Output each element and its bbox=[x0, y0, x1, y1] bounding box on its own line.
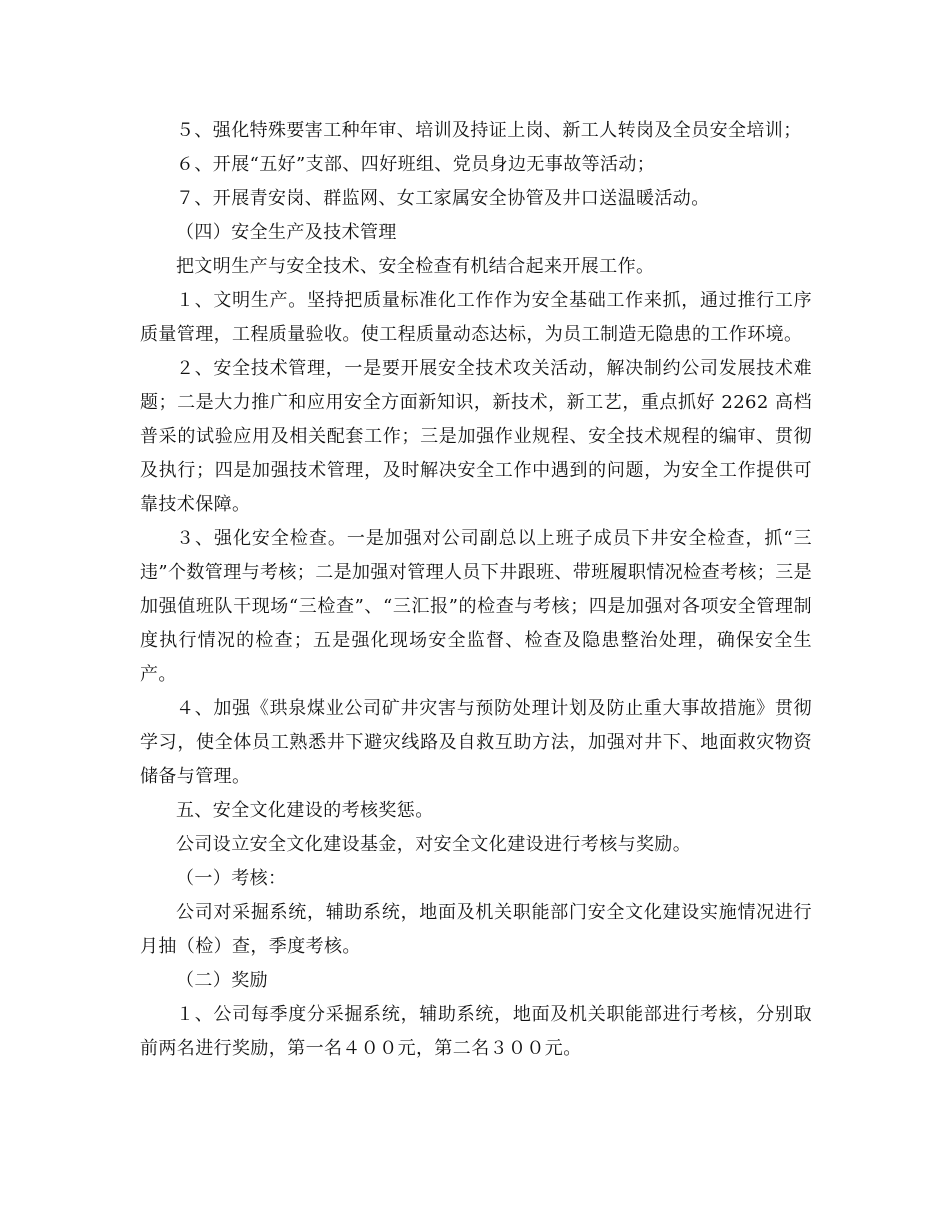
paragraph-item-4-disaster-prevention: ４、加强《珙泉煤业公司矿井灾害与预防处理计划及防止重大事故措施》贯彻学习，使全体员工熟悉井下避灾线路及自救互助方法，加强对井下、地面救灾物资储备与管理。 bbox=[140, 698, 812, 787]
paragraph-rewards-detail: １、公司每季度分采掘系统，辅助系统，地面及机关职能部进行考核，分别取前两名进行奖励，第一名４００元，第二名３００元。 bbox=[140, 1004, 812, 1059]
paragraph-item-3-safety-inspection: ３、强化安全检查。一是加强对公司副总以上班子成员下井安全检查，抓“三违”个数管理与考核；二是加强对管理人员下井跟班、带班履职情况检查考核；三是加强值班队干现场“三检查”、“三汇报”的检查与考核；四是加强对各项安全管理制度执行情况的检查；五是强化现场安全监督、检查及隐患整治处理，确保安全生产。 bbox=[140, 528, 812, 685]
document-body bbox=[140, 114, 812, 1066]
paragraph-item-5-training: ５、强化特殊要害工种年审、培训及持证上岗、新工人转岗及全员安全培训； bbox=[176, 120, 802, 141]
subsection-heading-assessment: （一）考核： bbox=[176, 868, 287, 889]
paragraph-item-6-activities: ６、开展“五好”支部、四好班组、党员身边无事故等活动； bbox=[176, 154, 656, 175]
paragraph-item-2-technical-management: ２、安全技术管理，一是要开展安全技术攻关活动，解决制约公司发展技术难题；二是大力推广和应用安全方面新知识，新技术，新工艺，重点抓好 2262 高档普采的试验应用及相关配套工作；三是加强作业规程、安全技术规程的编审、贯彻及执行；四是加强技术管理，及时解决安全工作中遇到的问题，为安全工作提供可靠技术保障。 bbox=[140, 358, 812, 515]
paragraph-item-1-civilized-production: １、文明生产。坚持把质量标准化工作作为安全基础工作来抓，通过推行工序质量管理，工程质量验收。使工程质量动态达标，为员工制造无隐患的工作环境。 bbox=[140, 290, 812, 345]
paragraph-item-7-activities: ７、开展青安岗、群监网、女工家属安全协管及井口送温暖活动。 bbox=[176, 188, 710, 209]
paragraph-culture-fund: 公司设立安全文化建设基金，对安全文化建设进行考核与奖励。 bbox=[176, 834, 692, 855]
subsection-heading-rewards: （二）奖励 bbox=[176, 970, 268, 991]
section-heading-safety-production: （四）安全生产及技术管理 bbox=[176, 222, 397, 243]
paragraph-intro-civilized-production: 把文明生产与安全技术、安全检查有机结合起来开展工作。 bbox=[176, 256, 655, 277]
paragraph-assessment-detail: 公司对采掘系统，辅助系统，地面及机关职能部门安全文化建设实施情况进行月抽（检）查，季度考核。 bbox=[140, 902, 812, 957]
section-heading-assessment-rewards: 五、安全文化建设的考核奖惩。 bbox=[176, 800, 434, 821]
